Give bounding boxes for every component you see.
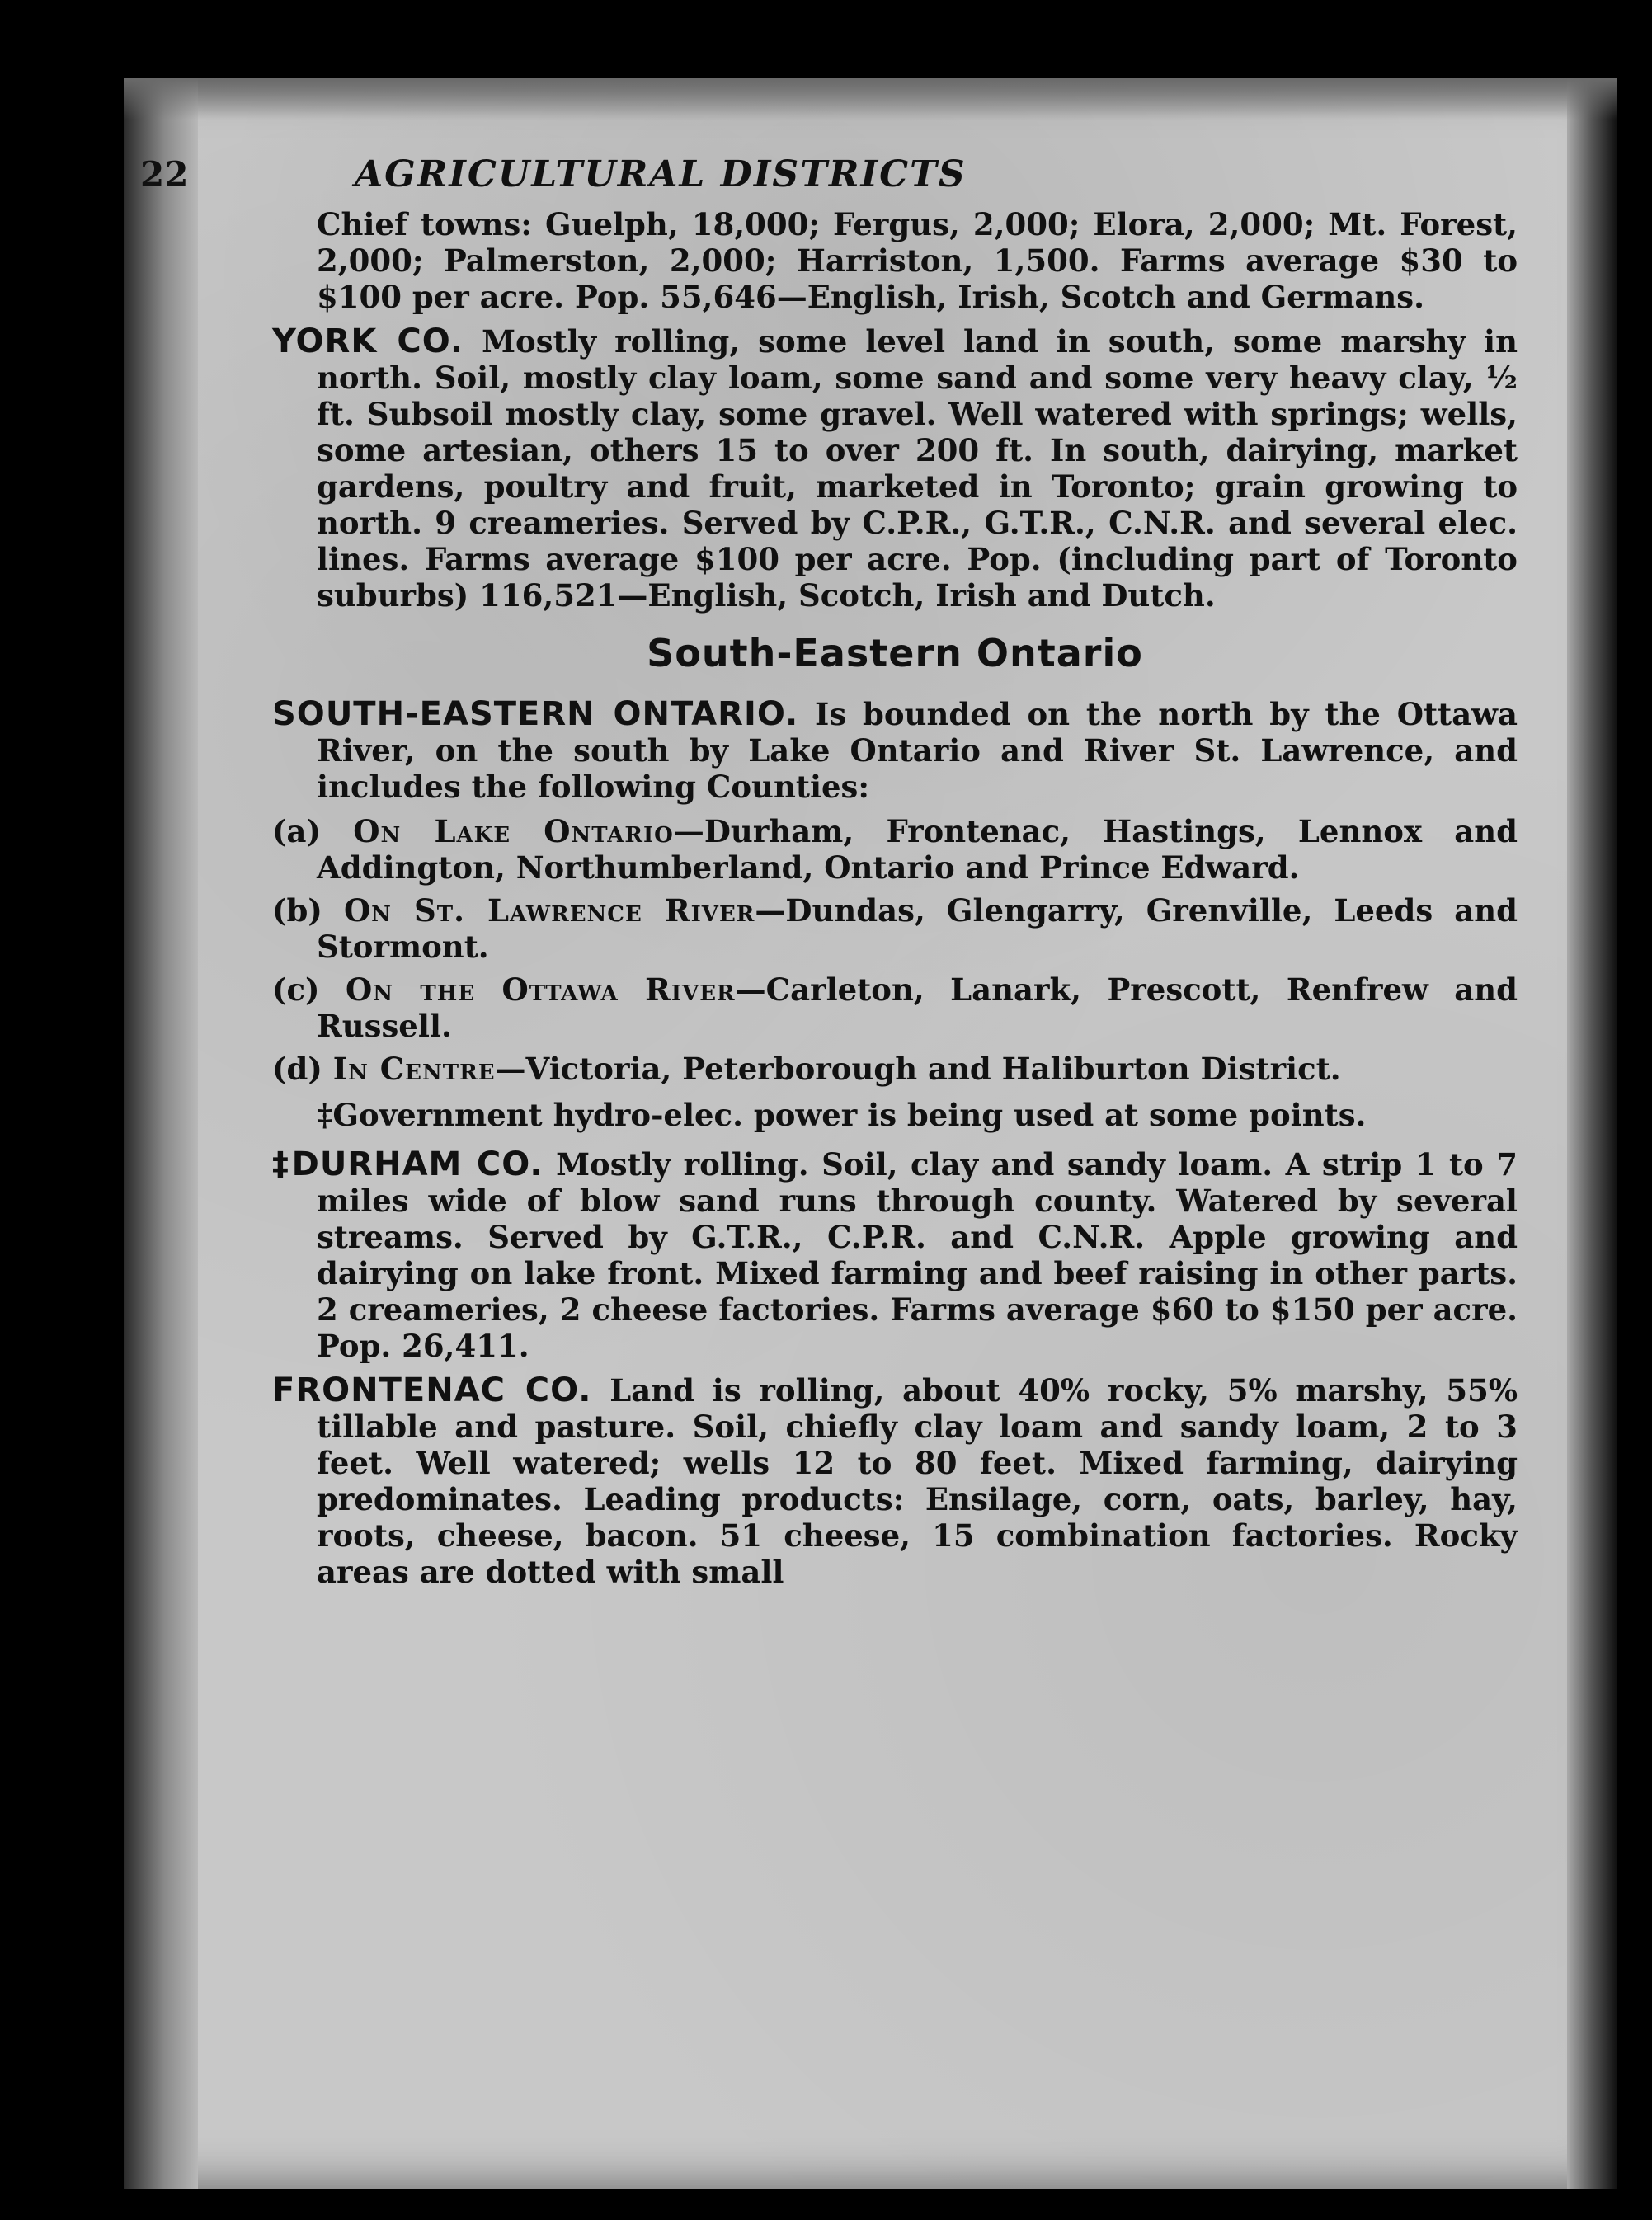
list-marker: (a): [272, 813, 321, 849]
intro-paragraph: Chief towns: Guelph, 18,000; Fergus, 2,000; Elora, 2,000; Mt. Forest, 2,000; Palmerston, 2,000; Harriston, 1,500. Farms average $30 to $100 per acre. Pop. 55,646—English, Irish, Scotch and Germans.: [317, 206, 1518, 315]
list-text: —Durham, Frontenac, Hastings, Lennox and Addington, Northumberland, Ontario and Prince Edward.: [317, 813, 1518, 886]
frontenac-county-entry: [272, 1372, 1518, 1590]
government-power-note: ‡Government hydro-elec. power is being used at some points.: [317, 1097, 1367, 1133]
list-item: [272, 892, 1518, 965]
list-marker: (b): [272, 892, 322, 929]
se-ontario-heading: SOUTH-EASTERN ONTARIO.: [272, 695, 799, 733]
list-text: —Carleton, Lanark, Prescott, Renfrew and Russell.: [317, 971, 1518, 1044]
list-label: In Centre: [332, 1051, 496, 1087]
york-county-text: Mostly rolling, some level land in south, some marshy in north. Soil, mostly clay loam, some sand and some very heavy clay, ½ ft. Subsoil mostly clay, some gravel. Well watered with springs; wells, some artesian, others 15 to over 200 ft. In south, dairying, market gardens, poultry and fruit, marketed in Toronto; grain growing to north. 9 creameries. Served by C.P.R., G.T.R., C.N.R. and several elec. lines. Farms average $100 per acre. Pop. (including part of Toronto suburbs) 116,521—English, Scotch, Irish and Dutch.: [317, 323, 1518, 614]
list-item: [272, 813, 1518, 886]
se-ontario-text: Is bounded on the north by the Ottawa River, on the south by Lake Ontario and River St. Lawrence, and includes the following Counties:: [317, 696, 1518, 805]
list-label: On St. Lawrence River: [343, 892, 755, 929]
durham-county-text: Mostly rolling. Soil, clay and sandy loam. A strip 1 to 7 miles wide of blow sand runs through county. Watered by several streams. Served by G.T.R., C.P.R. and C.N.R. Apple growing and dairying on lake front. Mixed farming and beef raising in other parts. 2 creameries, 2 cheese factories. Farms average $60 to $150 per acre. Pop. 26,411.: [317, 1146, 1518, 1364]
running-head: [140, 148, 1377, 206]
durham-county-entry: [272, 1146, 1518, 1364]
list-marker: (c): [272, 971, 320, 1008]
durham-county-heading: ‡DURHAM CO.: [272, 1145, 544, 1183]
list-marker: (d): [272, 1051, 322, 1087]
list-item: [272, 971, 1518, 1044]
counties-list: [272, 813, 1518, 1087]
list-text: —Victoria, Peterborough and Haliburton District.: [495, 1051, 1341, 1087]
frontenac-county-text: Land is rolling, about 40% rocky, 5% marshy, 55% tillable and pasture. Soil, chiefly clay loam and sandy loam, 2 to 3 feet. Well watered; wells 12 to 80 feet. Mixed farming, dairying predominates. Leading products: Ensilage, corn, oats, barley, hay, roots, cheese, bacon. 51 cheese, 15 combination factories. Rocky areas are dotted with small: [317, 1372, 1518, 1590]
list-text: —Dundas, Glengarry, Grenville, Leeds and Stormont.: [317, 892, 1518, 965]
page-top-shadow: [124, 78, 1617, 120]
york-county-heading: YORK CO.: [272, 322, 464, 360]
section-title: South-Eastern Ontario: [647, 631, 1143, 675]
list-item: [272, 1051, 1518, 1087]
list-label: On Lake Ontario: [353, 813, 674, 849]
frontenac-county-heading: FRONTENAC CO.: [272, 1371, 592, 1409]
list-label: On the Ottawa River: [345, 971, 736, 1008]
page-number: 22: [140, 154, 189, 195]
se-ontario-entry: [272, 696, 1518, 805]
page-edge-shadow: [1567, 78, 1617, 2189]
page-content: [140, 148, 1518, 1598]
york-county-entry: [272, 323, 1518, 614]
page-gutter-shadow: [124, 78, 198, 2189]
running-title: AGRICULTURAL DISTRICTS: [355, 153, 967, 195]
